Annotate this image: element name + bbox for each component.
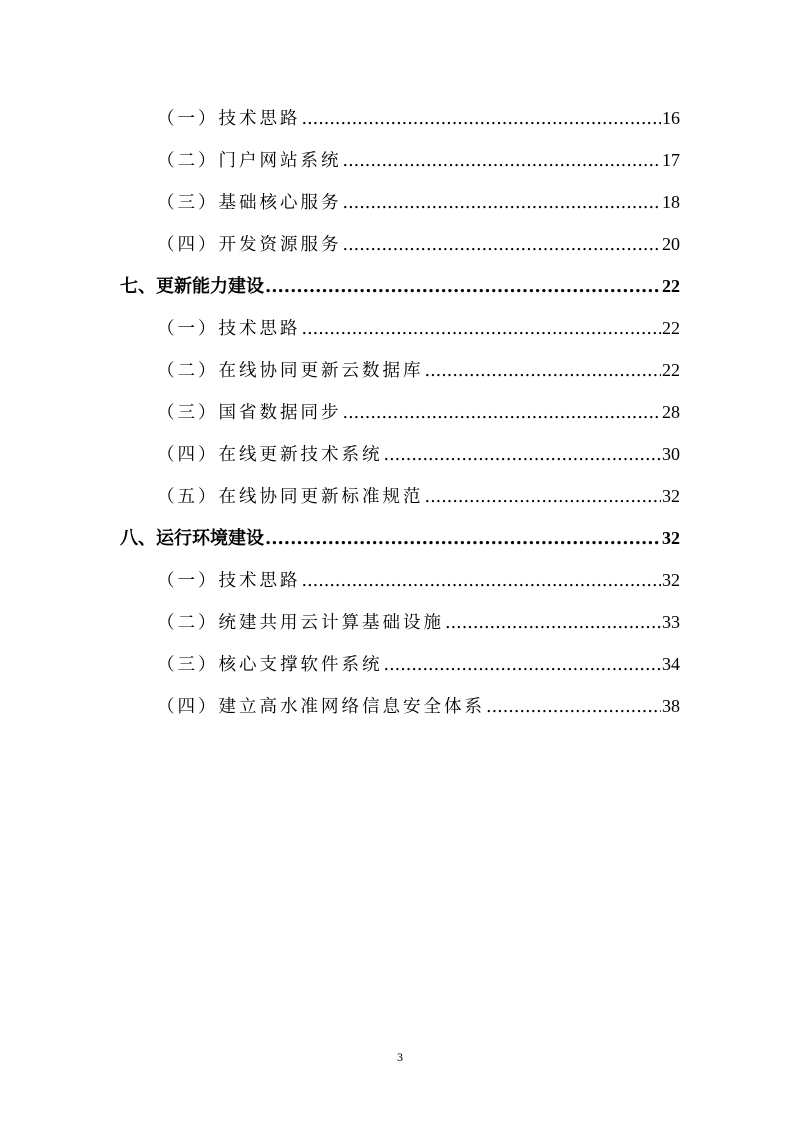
toc-entry-page: 32 [662,528,680,548]
toc-chapter-title: 八、运行环境建设 [120,528,264,549]
dot-leader [265,524,661,554]
toc-entry[interactable] [157,481,680,511]
toc-entry-page: 28 [662,402,680,422]
toc-entry[interactable] [157,355,680,385]
dot-leader [486,692,661,722]
toc-entry-title: （二）在线协同更新云数据库 [157,361,424,381]
dot-leader [384,440,662,470]
toc-entry-title: （四）在线更新技术系统 [157,445,383,465]
dot-leader [343,398,662,428]
toc-entry-page: 16 [662,108,680,128]
toc-entry[interactable] [157,229,680,259]
toc-entry-title: （四）建立高水准网络信息安全体系 [157,697,485,717]
dot-leader [425,356,662,386]
toc-entry-page: 20 [662,234,680,254]
toc-entry[interactable] [157,103,680,133]
dot-leader [302,566,662,596]
toc-entry[interactable] [157,145,680,175]
toc-entry-page: 32 [662,486,680,506]
toc-chapter-title: 七、更新能力建设 [120,276,264,297]
dot-leader [302,314,662,344]
toc-entry-page: 33 [662,612,680,632]
toc-entry-page: 22 [662,276,680,296]
toc-entry[interactable] [157,691,680,721]
dot-leader [425,482,662,512]
toc-entry[interactable] [157,649,680,679]
toc-entry[interactable] [157,187,680,217]
page-number: 3 [397,1050,403,1064]
toc-chapter-entry[interactable] [120,271,680,301]
toc-entry[interactable] [157,313,680,343]
toc-entry-page: 34 [662,654,680,674]
toc-entry-title: （五）在线协同更新标准规范 [157,487,424,507]
toc-entry-page: 38 [662,696,680,716]
dot-leader [343,230,662,260]
toc-entry-page: 18 [662,192,680,212]
dot-leader [384,650,662,680]
toc-entry-title: （一）技术思路 [157,109,301,129]
toc-entry-title: （一）技术思路 [157,571,301,591]
toc-entry-title: （三）国省数据同步 [157,403,342,423]
toc-entry-page: 22 [662,360,680,380]
toc-entry[interactable] [157,397,680,427]
toc-entry-title: （二）门户网站系统 [157,151,342,171]
toc-entry[interactable] [157,607,680,637]
toc-entry-title: （一）技术思路 [157,319,301,339]
toc-entry-title: （四）开发资源服务 [157,235,342,255]
dot-leader [302,104,662,134]
toc-entry[interactable] [157,439,680,469]
toc-entry-page: 30 [662,444,680,464]
dot-leader [265,272,661,302]
toc-entry-title: （三）核心支撑软件系统 [157,655,383,675]
dot-leader [343,188,662,218]
toc-entry-page: 32 [662,570,680,590]
toc-entry[interactable] [157,565,680,595]
toc-entry-page: 22 [662,318,680,338]
dot-leader [343,146,662,176]
toc-entry-title: （三）基础核心服务 [157,193,342,213]
toc-chapter-entry[interactable] [120,523,680,553]
toc-entry-title: （二）统建共用云计算基础设施 [157,613,444,633]
dot-leader [445,608,661,638]
toc-entry-page: 17 [662,150,680,170]
